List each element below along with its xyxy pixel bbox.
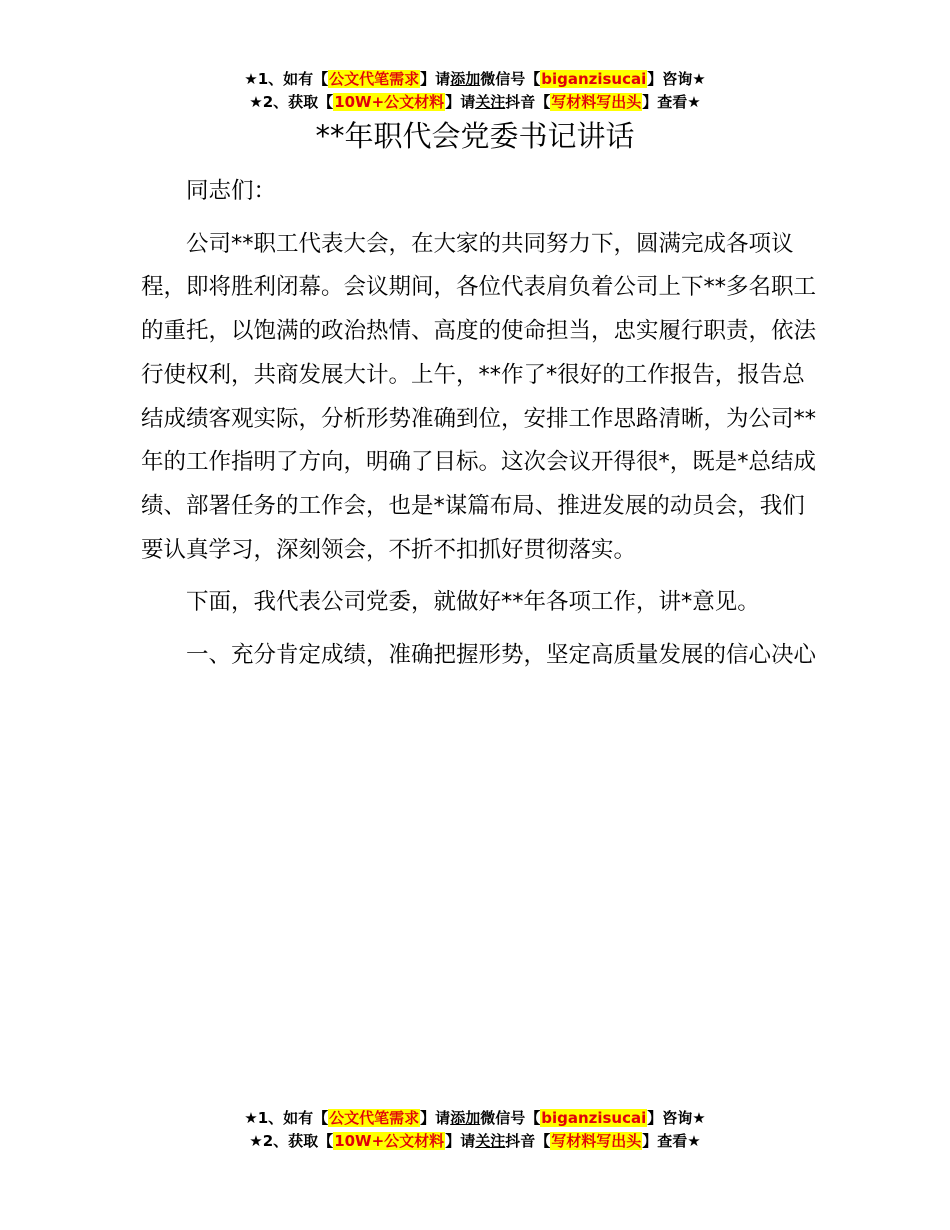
banner-text: 】咨询★ (647, 1109, 706, 1127)
banner-line-1 (0, 1107, 950, 1130)
highlight-text: 写材料写出头 (551, 1132, 642, 1150)
highlight-text: 公文代笔需求 (329, 70, 420, 88)
banner-text: 微信号【 (480, 1109, 541, 1127)
banner-text: 】查看★ (642, 93, 701, 111)
banner-text: 】请 (420, 70, 451, 88)
section-heading: 一、充分肯定成绩，准确把握形势，坚定高质量发展的信心决心 (186, 642, 817, 669)
underlined-text: 添加 (450, 70, 481, 88)
banner-text: ★1、如有【 (244, 1109, 329, 1127)
document-body (141, 170, 821, 687)
banner-text: 】请 (420, 1109, 451, 1127)
salutation: 同志们： (186, 178, 277, 204)
underlined-text: 关注 (475, 1132, 506, 1150)
footer-banner (0, 1107, 950, 1153)
highlight-text: biganzisucai (541, 1109, 647, 1127)
highlight-text: 10W+公文材料 (334, 1132, 445, 1150)
banner-line-2 (0, 91, 950, 114)
banner-line-2 (0, 1130, 950, 1153)
banner-line-1 (0, 68, 950, 91)
banner-text: ★2、获取【 (249, 93, 334, 111)
paragraph: 公司**职工代表大会，在大家的共同努力下，圆满完成各项议程，即将胜利闭幕。会议期间，各位代表肩负着公司上下**多名职工的重托，以饱满的政治热情、高度的使命担当，忠实履行职责，依法行使权利，共商发展大计。上午，**作了*很好的工作报告，报告总结成绩客观实际，分析形势准确到位，安排工作思路清晰，为公司**年的工作指明了方向，明确了目标。这次会议开得很*，既是*总结成绩、部署任务的工作会，也是*谋篇布局、推进发展的动员会，我们要认真学习，深刻领会，不折不扣抓好贯彻落实。 (141, 230, 817, 563)
banner-text: ★1、如有【 (244, 70, 329, 88)
highlight-text: biganzisucai (541, 70, 647, 88)
document-title: **年职代会党委书记讲话 (315, 119, 635, 153)
paragraph: 下面，我代表公司党委，就做好**年各项工作，讲*意见。 (186, 589, 760, 616)
banner-text: 】咨询★ (647, 70, 706, 88)
highlight-text: 公文代笔需求 (329, 1109, 420, 1127)
underlined-text: 添加 (450, 1109, 481, 1127)
banner-text: 】查看★ (642, 1132, 701, 1150)
banner-text: ★2、获取【 (249, 1132, 334, 1150)
highlight-text: 10W+公文材料 (334, 93, 445, 111)
banner-text: 抖音【 (505, 93, 551, 111)
highlight-text: 写材料写出头 (551, 93, 642, 111)
banner-text: 抖音【 (505, 1132, 551, 1150)
banner-text: 微信号【 (480, 70, 541, 88)
banner-text: 】请 (445, 93, 476, 111)
underlined-text: 关注 (475, 93, 506, 111)
header-banner (0, 68, 950, 114)
banner-text: 】请 (445, 1132, 476, 1150)
